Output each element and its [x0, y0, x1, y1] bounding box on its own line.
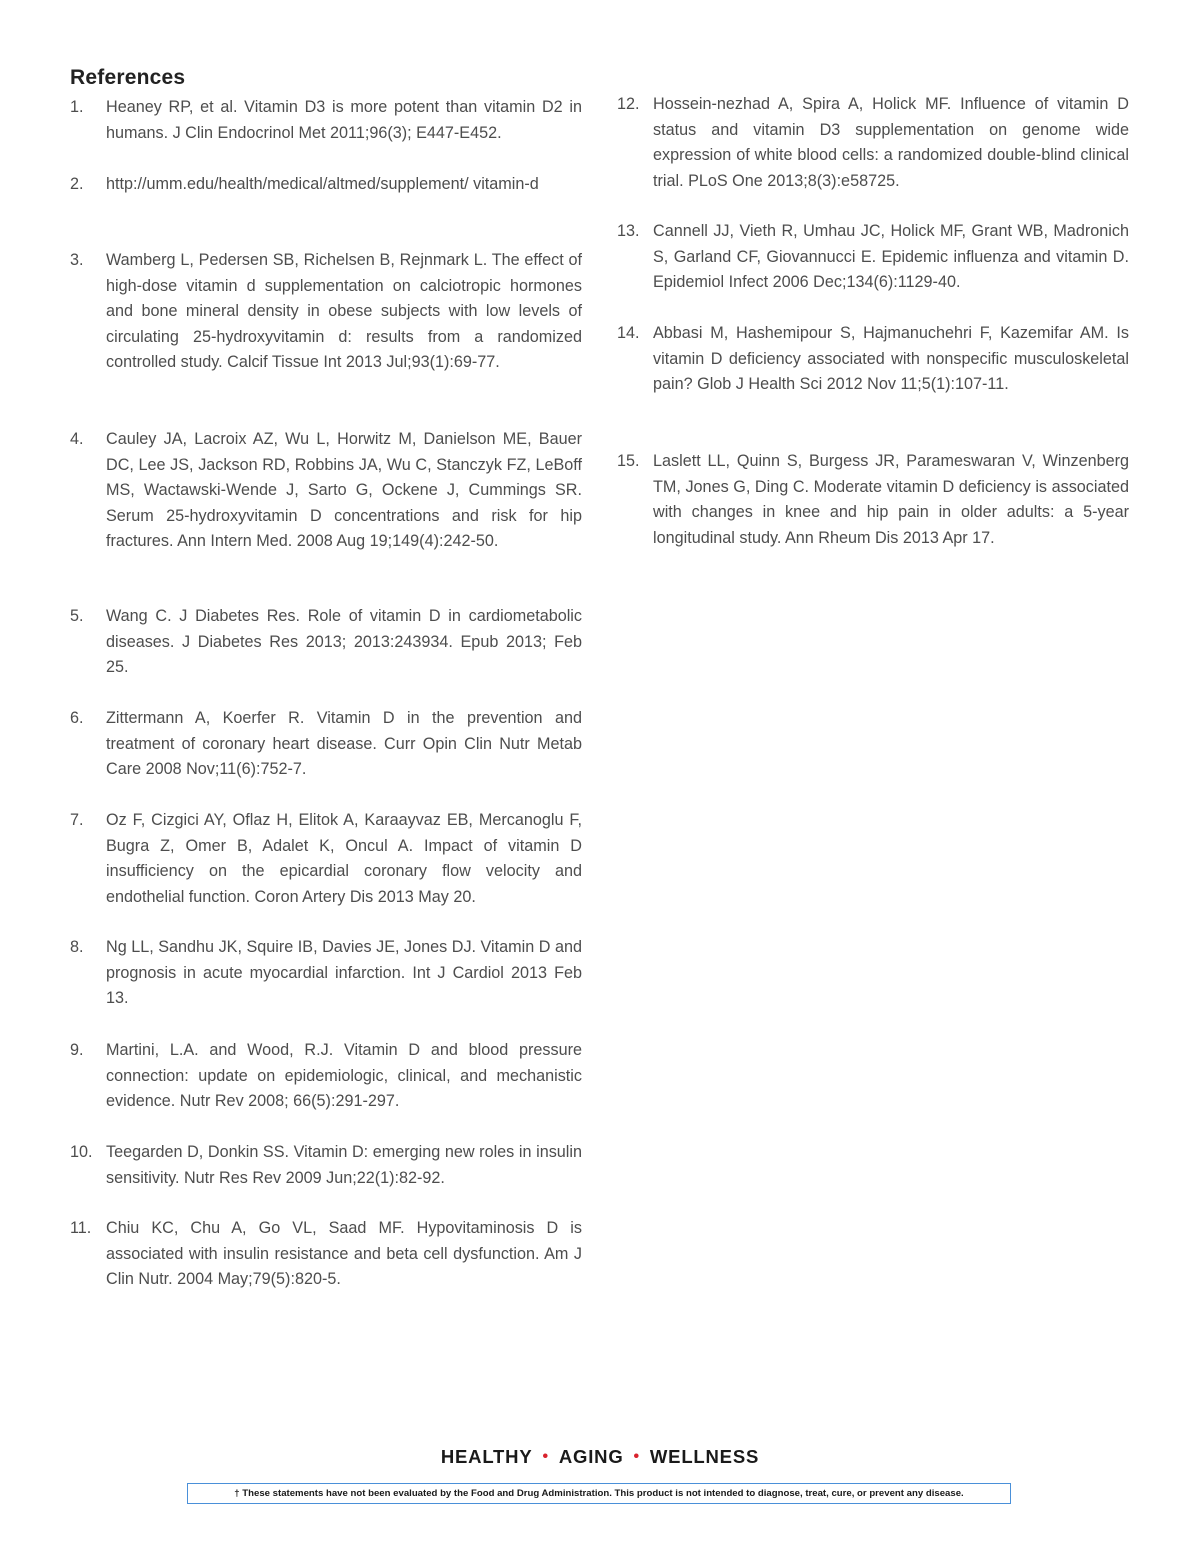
reference-number: 11. — [70, 1219, 92, 1237]
reference-item — [70, 172, 582, 198]
reference-item — [70, 1216, 582, 1293]
reference-number: 9. — [70, 1041, 84, 1059]
reference-item — [70, 706, 582, 783]
reference-item — [617, 219, 1129, 296]
reference-text: Laslett LL, Quinn S, Burgess JR, Parameswaran V, Winzenberg TM, Jones G, Ding C. Moderate vitamin D deficiency is associated with changes in knee and hip pain in older adults: a 5-year longitudinal study. Ann Rheum Dis 2013 Apr 17. — [653, 452, 1129, 547]
reference-number: 14. — [617, 324, 640, 342]
fda-disclaimer-box — [187, 1483, 1011, 1504]
reference-text: Chiu KC, Chu A, Go VL, Saad MF. Hypovitaminosis D is associated with insulin resistance and beta cell dysfunction. Am J Clin Nutr. 2004 May;79(5):820-5. — [106, 1219, 582, 1288]
reference-number: 10. — [70, 1143, 93, 1161]
reference-number: 13. — [617, 222, 640, 240]
reference-number: 7. — [70, 811, 84, 829]
reference-text: Teegarden D, Donkin SS. Vitamin D: emerging new roles in insulin sensitivity. Nutr Res Rev 2009 Jun;22(1):82-92. — [106, 1143, 582, 1187]
reference-text: Martini, L.A. and Wood, R.J. Vitamin D and blood pressure connection: update on epidemiologic, clinical, and mechanistic evidence. Nutr Rev 2008; 66(5):291-297. — [106, 1041, 582, 1110]
reference-text: Cannell JJ, Vieth R, Umhau JC, Holick MF, Grant WB, Madronich S, Garland CF, Giovannucci E. Epidemic influenza and vitamin D. Epidemiol Infect 2006 Dec;134(6):1129-40. — [653, 222, 1129, 291]
reference-text: Hossein-nezhad A, Spira A, Holick MF. Influence of vitamin D status and vitamin D3 supplementation on genome wide expression of white blood cells: a randomized double-blind clinical trial. PLoS One 2013;8(3):e58725. — [653, 95, 1129, 190]
reference-number: 2. — [70, 175, 84, 193]
reference-text: Wang C. J Diabetes Res. Role of vitamin D in cardiometabolic diseases. J Diabetes Res 2013; 2013:243934. Epub 2013; Feb 25. — [106, 607, 582, 676]
reference-item — [617, 321, 1129, 398]
reference-item — [617, 449, 1129, 551]
reference-number: 15. — [617, 452, 640, 470]
reference-number: 8. — [70, 938, 84, 956]
tagline-healthy: HEALTHY — [440, 1446, 533, 1467]
tagline-wellness: WELLNESS — [649, 1446, 760, 1467]
page-title: References — [70, 66, 186, 89]
reference-number: 3. — [70, 251, 84, 269]
reference-number: 6. — [70, 709, 84, 727]
reference-text: Zittermann A, Koerfer R. Vitamin D in the prevention and treatment of coronary heart disease. Curr Opin Clin Nutr Metab Care 2008 Nov;11(6):752-7. — [106, 709, 582, 778]
reference-text: Cauley JA, Lacroix AZ, Wu L, Horwitz M, Danielson ME, Bauer DC, Lee JS, Jackson RD, Robbins JA, Wu C, Stanczyk FZ, LeBoff MS, Wactawski-Wende J, Sarto G, Ockene J, Cummings SR. Serum 25-hydroxyvitamin D concentrations and risk for hip fractures. Ann Intern Med. 2008 Aug 19;149(4):242-50. — [106, 430, 582, 550]
reference-text: Heaney RP, et al. Vitamin D3 is more potent than vitamin D2 in humans. J Clin Endocrinol Met 2011;96(3); E447-E452. — [106, 98, 582, 142]
reference-item — [70, 604, 582, 681]
tagline-aging: AGING — [558, 1446, 624, 1467]
reference-number: 4. — [70, 430, 84, 448]
fda-disclaimer-text: † These statements have not been evaluated by the Food and Drug Administration. This product is not intended to diagnose, treat, cure, or prevent any disease. — [234, 1488, 964, 1499]
tagline-separator-dot: • — [633, 1448, 640, 1465]
reference-item — [70, 808, 582, 910]
reference-item — [70, 1140, 582, 1191]
reference-text: Abbasi M, Hashemipour S, Hajmanuchehri F, Kazemifar AM. Is vitamin D deficiency associated with nonspecific musculoskeletal pain? Glob J Health Sci 2012 Nov 11;5(1):107-11. — [653, 324, 1129, 393]
reference-item — [70, 95, 582, 146]
tagline-separator-dot: • — [542, 1448, 549, 1465]
reference-item — [70, 1038, 582, 1115]
reference-number: 5. — [70, 607, 84, 625]
reference-item — [70, 427, 582, 555]
reference-item — [70, 248, 582, 376]
reference-item — [70, 935, 582, 1012]
reference-text: http://umm.edu/health/medical/altmed/supplement/ vitamin-d — [106, 175, 539, 193]
reference-item — [617, 92, 1129, 194]
reference-text: Oz F, Cizgici AY, Oflaz H, Elitok A, Karaayvaz EB, Mercanoglu F, Bugra Z, Omer B, Adalet K, Oncul A. Impact of vitamin D insufficiency on the epicardial coronary flow velocity and endothelial function. Coron Artery Dis 2013 May 20. — [106, 811, 582, 906]
reference-number: 12. — [617, 95, 640, 113]
reference-text: Wamberg L, Pedersen SB, Richelsen B, Rejnmark L. The effect of high-dose vitamin d supplementation on calciotropic hormones and bone mineral density in obese subjects with low levels of circulating 25-hydroxyvitamin d: results from a randomized controlled study. Calcif Tissue Int 2013 Jul;93(1):69-77. — [106, 251, 582, 371]
reference-number: 1. — [70, 98, 84, 116]
footer-tagline — [0, 1446, 1200, 1468]
reference-text: Ng LL, Sandhu JK, Squire IB, Davies JE, Jones DJ. Vitamin D and prognosis in acute myocardial infarction. Int J Cardiol 2013 Feb 13. — [106, 938, 582, 1007]
